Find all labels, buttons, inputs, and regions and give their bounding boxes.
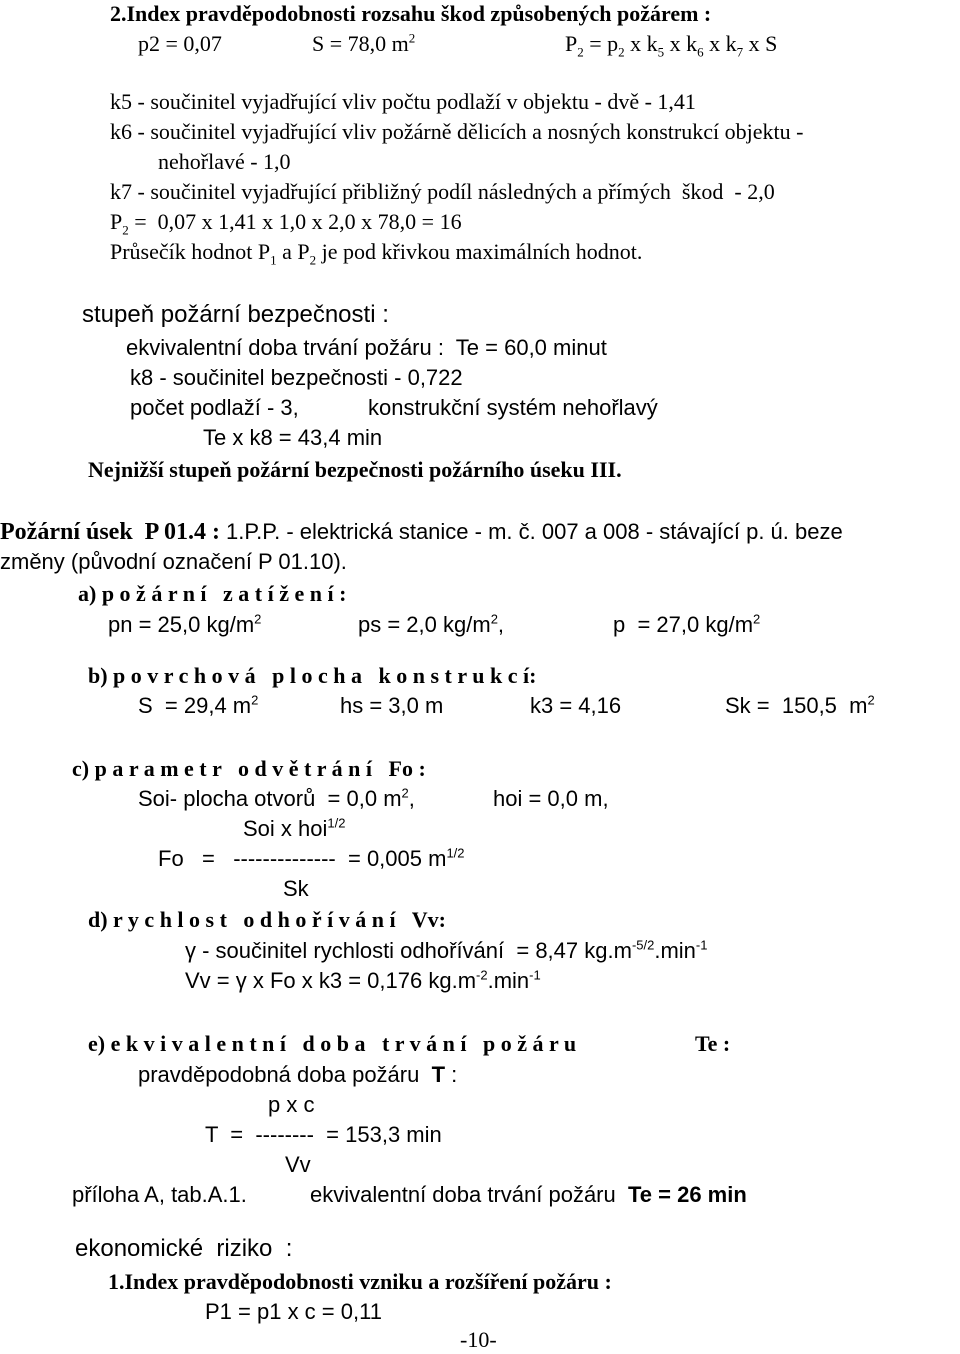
burn-gamma: γ - součinitel rychlosti odhořívání = 8,47 $kg.m^{-5/2}.\min^{-1}$: [185, 937, 708, 963]
duration-T: T = -------- = 153,3 min: [205, 1122, 442, 1147]
economic-index-heading: 1.Index pravděpodobnosti vzniku a rozšíření požáru :: [108, 1269, 612, 1294]
surface-S: S = 29,4 $m^2$: [138, 692, 259, 718]
k6-line-cont: nehořlavé - 1,0: [158, 149, 291, 174]
economic-P1: P1 = p1 x c = 0,11: [205, 1299, 382, 1324]
section-e-te: Te :: [695, 1031, 731, 1056]
section-heading-index2: 2.Index pravděpodobnosti rozsahu škod způsobených požárem :: [110, 1, 712, 26]
section-a-label: a) p o ž á r n í z a t í ž e n í :: [78, 581, 347, 606]
safety-line-k8: k8 - součinitel bezpečnosti - 0,722: [130, 365, 463, 390]
vent-soi: Soi- plocha otvorů = 0,0 $m^2$,: [138, 785, 415, 811]
eq-p2: p2 = 0,07: [138, 31, 222, 56]
k7-line: k7 - součinitel vyjadřující přibližný podíl následných a přímých škod - 2,0: [110, 179, 775, 204]
duration-numerator: p x c: [268, 1092, 315, 1117]
load-p: p = 27,0 $kg/m^2$: [613, 611, 761, 637]
duration-denominator: Vv: [285, 1152, 311, 1177]
annex-result: ekvivalentní doba trvání požáru Te = 26 min: [310, 1182, 747, 1207]
load-pn: pn = 25,0 $kg/m^2$: [108, 611, 262, 637]
section-c-label: c) p a r a m e t r o d v ě t r á n í Fo :: [72, 756, 426, 781]
surface-k3: k3 = 4,16: [530, 693, 622, 718]
surface-hs: hs = 3,0 m: [340, 693, 444, 718]
burn-vv: Vv = γ x Fo x k3 = 0,176 $kg.m^{-2}.\min^{-1}$: [185, 967, 541, 993]
vent-numerator: Soi x hoi$^{1/2}$: [243, 815, 346, 841]
safety-result: Nejnižší stupeň požární bezpečnosti požárního úseku III.: [88, 457, 622, 482]
section-b-label: b) p o v r c h o v á p l o c h a k o n s t r u k c í:: [88, 663, 537, 688]
P2-calc: $P_2 = 0,07$ x 1,41 x 1,0 x 2,0 x 78,0 = 16: [110, 209, 462, 238]
economic-risk-title: ekonomické riziko :: [75, 1235, 293, 1262]
page-number: -10-: [460, 1327, 497, 1352]
section-d-label: d) r y c h l o s t o d h o ř í v á n í Vv:: [88, 907, 446, 932]
eq-P2-formula: $P_2 = p_2$ x $k_5$ x $k_6$ x $k_7$ x S: [565, 31, 778, 60]
safety-line-te: ekvivalentní doba trvání požáru : Te = 60,0 minut: [126, 335, 607, 360]
load-ps: ps = 2,0 $kg/m^2$,: [358, 611, 505, 637]
safety-line-system: konstrukční systém nehořlavý: [368, 395, 658, 420]
eq-S: S = 78,0 $m^2$: [312, 30, 416, 56]
vent-hoi: hoi = 0,0 m,: [493, 786, 609, 811]
section-e-label: e) e k v i v a l e n t n í d o b a t r v á n í p o ž á r u: [88, 1031, 577, 1056]
vent-fo: Fo = -------------- = 0,005 $m^{1/2}$: [158, 845, 465, 871]
k6-line: k6 - součinitel vyjadřující vliv požárně dělicích a nosných konstrukcí objektu -: [110, 119, 804, 144]
intersect-line: Průsečík hodnot $P_1$ a $P_2$ je pod křivkou maximálních hodnot.: [110, 239, 643, 268]
safety-title: stupeň požární bezpečnosti :: [82, 301, 389, 328]
surface-Sk: Sk = 150,5 $m^2$: [725, 692, 875, 718]
fire-section-title: Požární úsek P 01.4 : 1.P.P. - elektrická stanice - m. č. 007 a 008 - stávající p. ú. beze: [0, 519, 843, 545]
annex-ref: příloha A, tab.A.1.: [72, 1182, 247, 1207]
safety-line-product: Te x k8 = 43,4 min: [203, 425, 383, 450]
fire-section-title-cont: změny (původní označení P 01.10).: [0, 549, 347, 574]
safety-line-floors: počet podlaží - 3,: [130, 395, 299, 420]
vent-denominator: Sk: [283, 876, 309, 901]
k5-line: k5 - součinitel vyjadřující vliv počtu podlaží v objektu - dvě - 1,41: [110, 89, 696, 114]
duration-probable: pravděpodobná doba požáru T :: [138, 1062, 458, 1087]
